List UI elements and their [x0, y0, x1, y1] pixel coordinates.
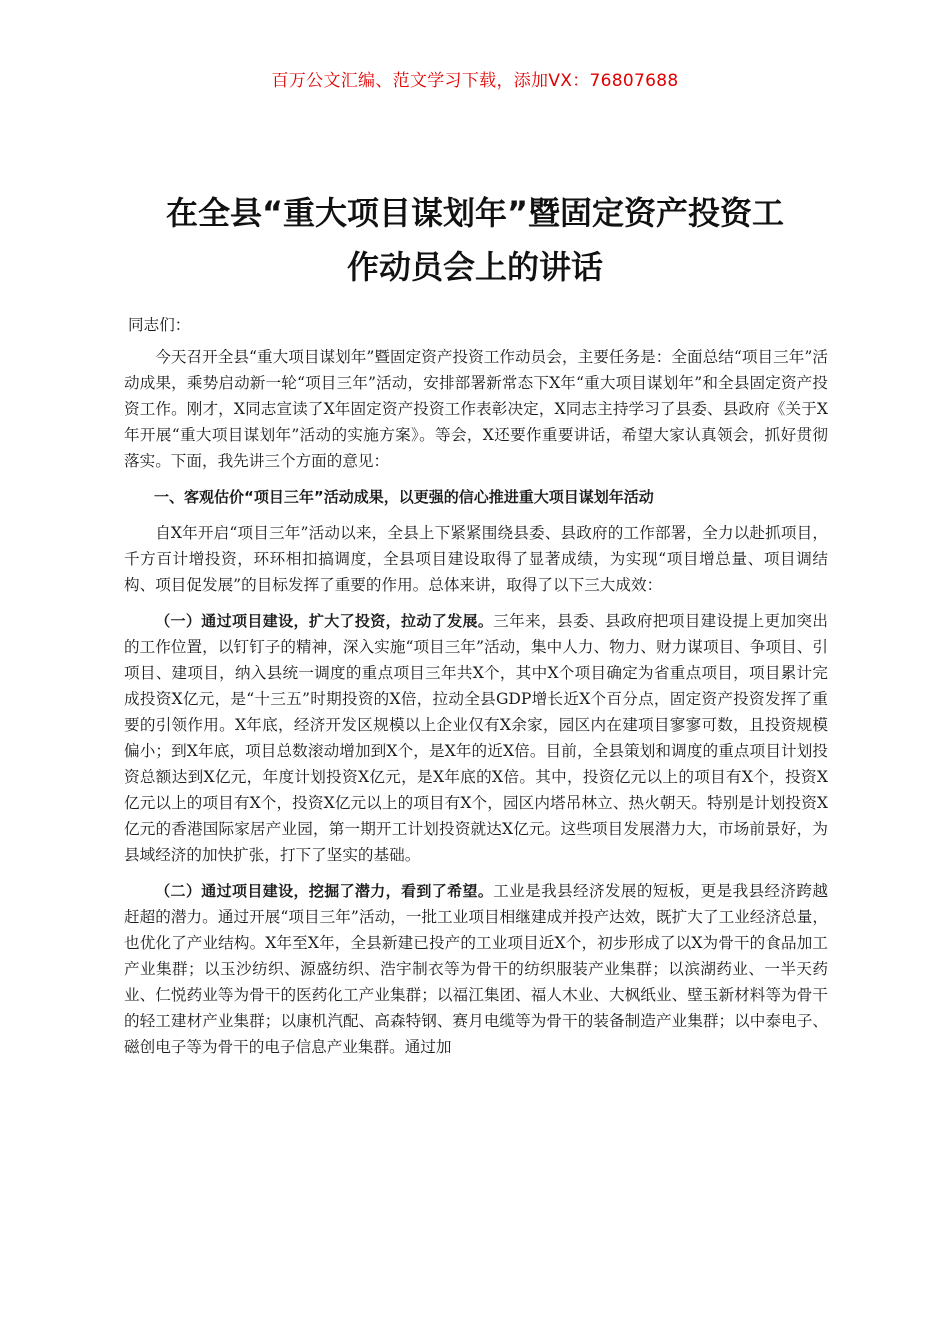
section-1-heading: 一、客观估价“项目三年”活动成果，以更强的信心推进重大项目谋划年活动: [154, 488, 654, 506]
document-title: [100, 186, 850, 294]
point-2-lead: （二）通过项目建设，挖掘了潜力，看到了希望。: [155, 882, 494, 900]
title-line-2: 作动员会上的讲话: [346, 248, 603, 286]
salutation: 同志们：: [128, 316, 191, 334]
point-1-body: 三年来，县委、县政府把项目建设提上更加突出的工作位置，以钉钉子的精神，深入实施“项目三年”活动，集中人力、物力、财力谋项目、争项目、引项目、建项目，纳入县统一调度的重点项目三年共X个，其中X个项目确定为省重点项目，项目累计完成投资X亿元，是“十三五”时期投资的X倍，拉动全县GDP增长近X个百分点，固定资产投资发挥了重要的引领作用。X年底，经济开发区规模以上企业仅有X余家，园区内在建项目寥寥可数，且投资规模偏小；到X年底，项目总数滚动增加到X个，是X年的近X倍。目前，全县策划和调度的重点项目计划投资总额达到X亿元，年度计划投资X亿元，是X年底的X倍。其中，投资亿元以上的项目有X个，投资X亿元以上的项目有X个，投资X亿元以上的项目有X个，园区内塔吊林立、热火朝天。特别是计划投资X亿元的香港国际家居产业园，第一期开工计划投资就达X亿元。这些项目发展潜力大，市场前景好，为县域经济的加快扩张，打下了坚实的基础。: [124, 612, 828, 864]
point-2-body: 工业是我县经济发展的短板，更是我县经济跨越赶超的潜力。通过开展“项目三年”活动，一批工业项目相继建成并投产达效，既扩大了工业经济总量，也优化了产业结构。X年至X年，全县新建已投产的工业项目近X个，初步形成了以X为骨干的食品加工产业集群；以玉沙纺织、源盛纺织、浩宇制衣等为骨干的纺织服装产业集群；以滨湖药业、一半天药业、仁悦药业等为骨干的医药化工产业集群；以福江集团、福人木业、大枫纸业、壁玉新材料等为骨干的轻工建材产业集群；以康机汽配、高森特钢、赛月电缆等为骨干的装备制造产业集群；以中泰电子、磁创电子等为骨干的电子信息产业集群。通过加: [124, 882, 828, 1056]
point-2-paragraph: [124, 878, 828, 1060]
title-line-1: 在全县“重大项目谋划年”暨固定资产投资工: [165, 194, 785, 232]
point-1-paragraph: [124, 608, 828, 868]
watermark-header: 百万公文汇编、范文学习下载，添加VX：76807688: [271, 71, 679, 91]
point-1-lead: （一）通过项目建设，扩大了投资，拉动了发展。: [155, 612, 494, 630]
intro-paragraph: 今天召开全县“重大项目谋划年”暨固定资产投资工作动员会，主要任务是：全面总结“项目三年”活动成果，乘势启动新一轮“项目三年”活动，安排部署新常态下X年“重大项目谋划年”和全县固定资产投资工作。刚才，X同志宣读了X年固定资产投资工作表彰决定，X同志主持学习了县委、县政府《关于X年开展“重大项目谋划年”活动的实施方案》。等会，X还要作重要讲话，希望大家认真领会，抓好贯彻落实。下面，我先讲三个方面的意见：: [124, 348, 828, 470]
document-body: [124, 312, 828, 1070]
section-1-intro-paragraph: 自X年开启“项目三年”活动以来，全县上下紧紧围绕县委、县政府的工作部署，全力以赴抓项目，千方百计增投资，环环相扣搞调度，全县项目建设取得了显著成绩，为实现“项目增总量、项目调结构、项目促发展”的目标发挥了重要的作用。总体来讲，取得了以下三大成效：: [124, 524, 828, 594]
